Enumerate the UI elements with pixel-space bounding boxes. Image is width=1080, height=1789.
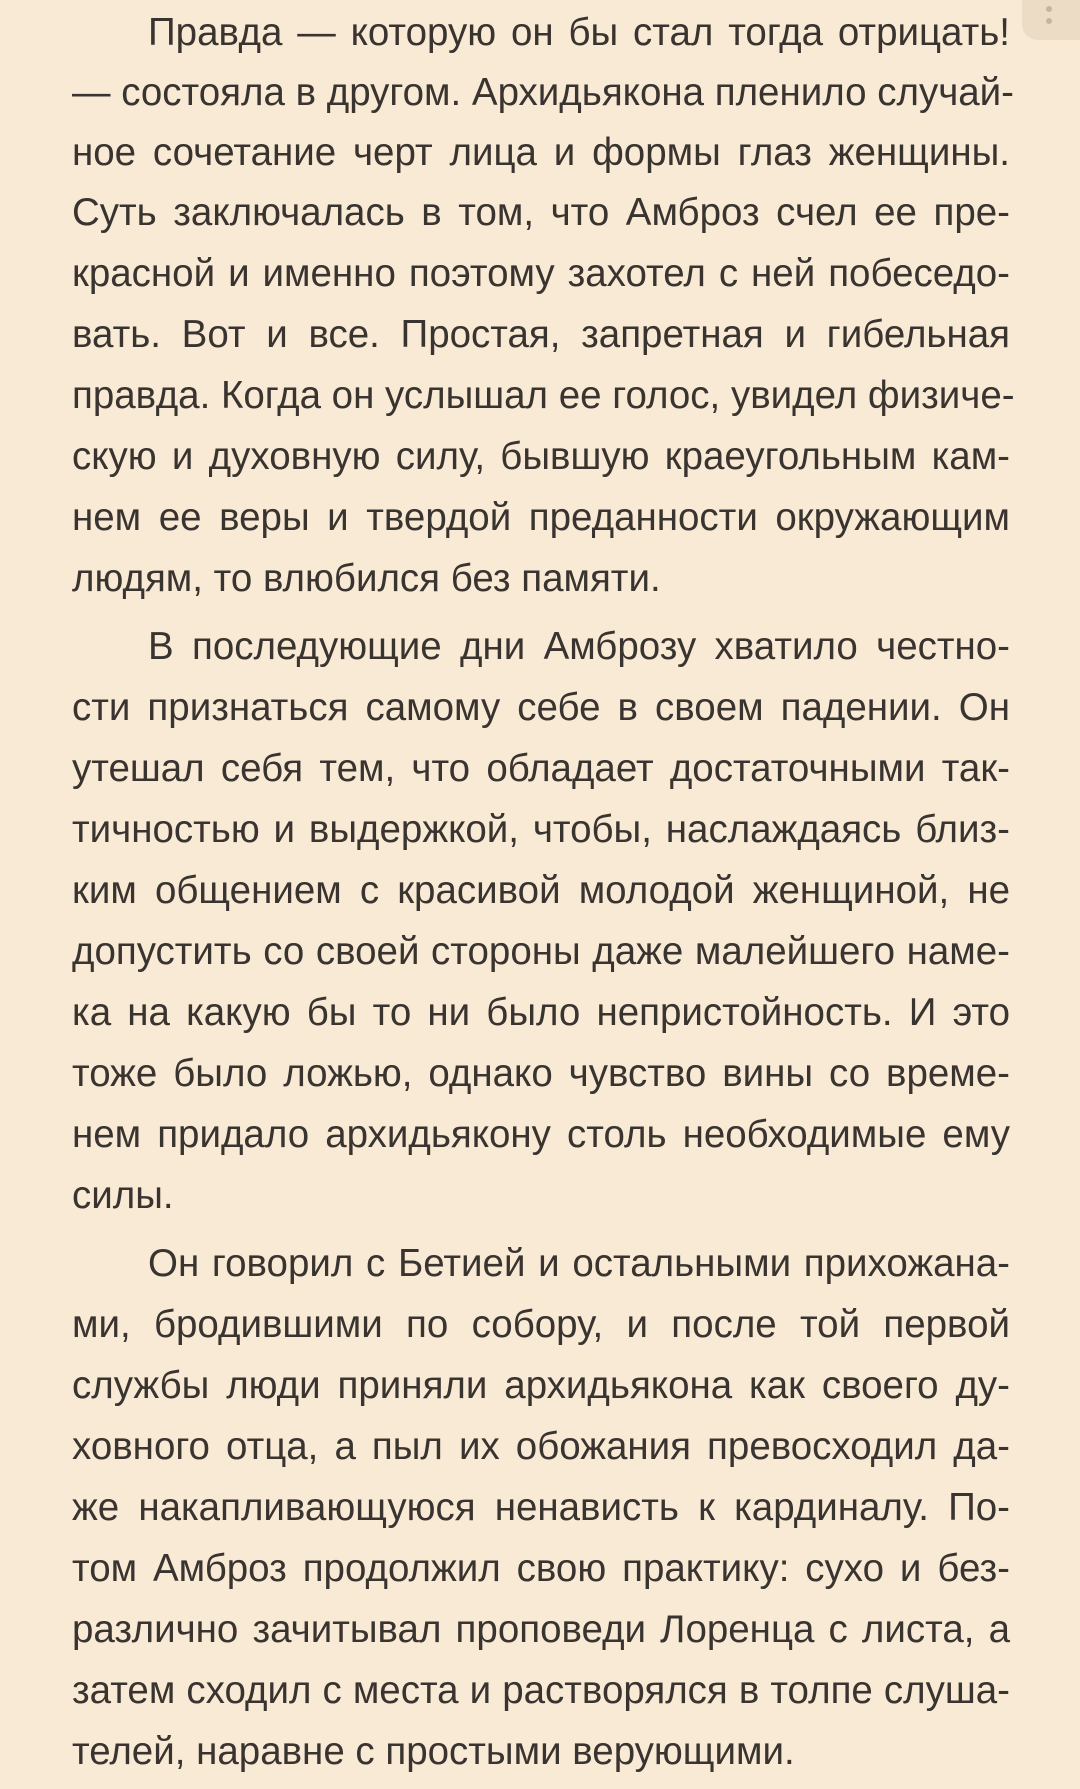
text-line: Правда — которую он бы стал тогда отрицать! (148, 11, 1010, 54)
text-line: тичностью и выдержкой, чтобы, наслаждаясь близ- (72, 808, 1010, 851)
text-line: ким общением с красивой молодой женщиной, не (72, 869, 1010, 912)
text-line: Он говорил с Бетией и остальными прихожана- (148, 1242, 1010, 1285)
text-line: ховного отца, а пыл их обожания превосходил да- (72, 1425, 1010, 1468)
text-line: нем ее веры и твердой преданности окружающим (72, 496, 1010, 539)
text-line: нем придало архидьякону столь необходимые ему (72, 1113, 1010, 1156)
text-line: службы люди приняли архидьякона как своего ду- (72, 1364, 1010, 1407)
text-line: силы. (72, 1174, 174, 1217)
text-line: же накапливающуюся ненависть к кардиналу. По- (72, 1486, 1010, 1529)
text-line: том Амброз продолжил свою практику: сухо и без- (72, 1547, 1010, 1590)
reader-menu-handle[interactable] (1022, 0, 1080, 40)
text-line: сти признаться самому себе в своем падении. Он (72, 686, 1010, 729)
text-line: различно зачитывал проповеди Лоренца с листа, а (72, 1608, 1010, 1651)
text-line: ка на какую бы то ни было непристойность. И это (72, 991, 1010, 1034)
text-line: людям, то влюбился без памяти. (72, 557, 661, 600)
text-line: тоже было ложью, однако чувство вины со време- (72, 1052, 1010, 1095)
text-line: В последующие дни Амброзу хватило честно- (148, 625, 1010, 668)
text-line: скую и духовную силу, бывшую краеугольным кам- (72, 435, 1010, 478)
text-line: вать. Вот и все. Простая, запретная и гибельная (72, 313, 1010, 356)
text-line: допустить со своей стороны даже малейшего наме- (72, 930, 1010, 973)
text-line: затем сходил с места и растворялся в толпе слуша- (72, 1669, 1010, 1712)
text-line: Суть заключалась в том, что Амброз счел ее пре- (72, 191, 1010, 234)
dot (1046, 18, 1052, 24)
text-line: ное сочетание черт лица и формы глаз женщины. (72, 131, 1010, 174)
vertical-dots-icon (1046, 6, 1052, 30)
text-line: утешал себя тем, что обладает достаточными так- (72, 747, 1010, 790)
text-line: телей, наравне с простыми верующими. (72, 1730, 795, 1773)
text-line: — состояла в другом. Архидьякона пленило случай- (72, 71, 1014, 114)
text-line: правда. Когда он услышал ее голос, увидел физиче- (72, 374, 1015, 417)
dot (1046, 6, 1052, 12)
text-line: ми, бродившими по собору, и после той первой (72, 1303, 1010, 1346)
text-line: красной и именно поэтому захотел с ней побеседо- (72, 252, 1010, 295)
